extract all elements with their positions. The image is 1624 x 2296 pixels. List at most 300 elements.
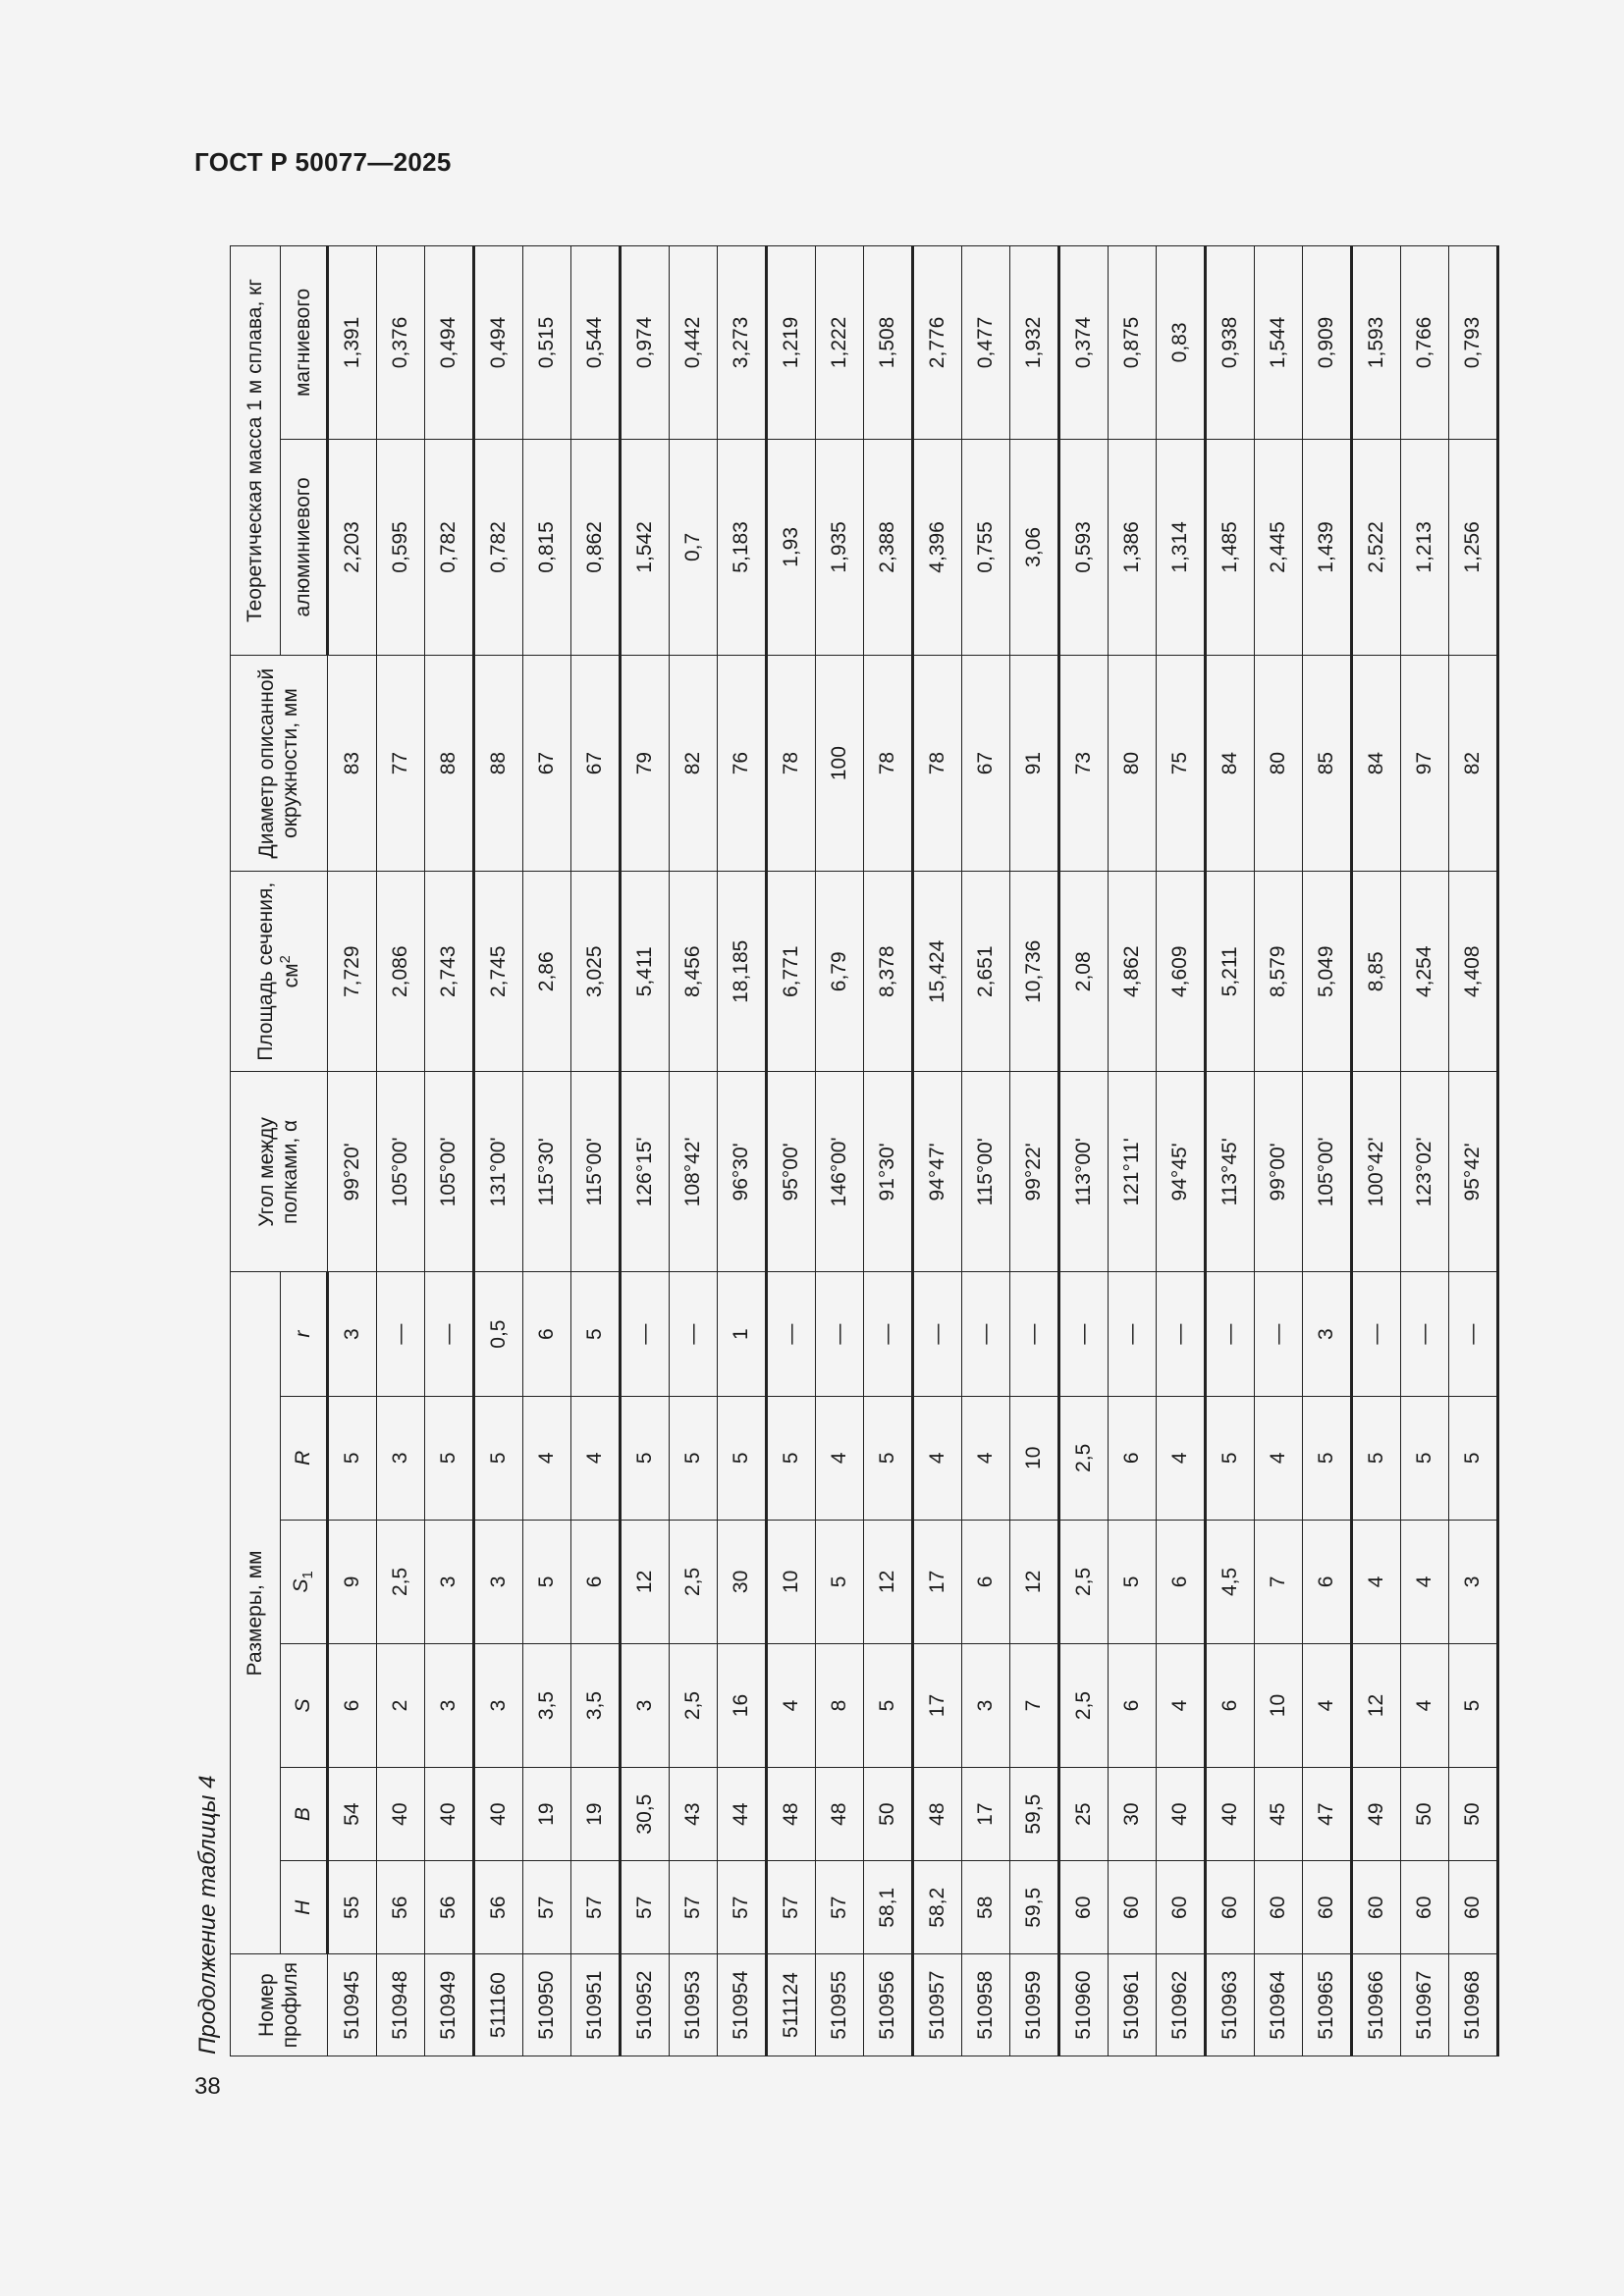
cell-r: — [1157,1272,1206,1396]
cell-B: 17 [962,1768,1010,1861]
cell-B: 54 [328,1768,377,1861]
cell-diameter: 82 [670,656,718,872]
cell-S: 3,5 [571,1643,621,1767]
cell-diameter: 80 [1255,656,1303,872]
cell-R: 10 [1010,1396,1059,1520]
cell-B: 48 [767,1768,816,1861]
cell-mass-aluminum: 1,542 [621,439,670,655]
cell-R: 6 [1109,1396,1157,1520]
cell-S1: 5 [816,1520,864,1643]
cell-S1: 17 [913,1520,962,1643]
cell-r: — [377,1272,425,1396]
cell-S1: 12 [864,1520,913,1643]
cell-mass-aluminum: 0,782 [425,439,474,655]
header-H-symbol: H [291,1899,314,1915]
cell-mass-aluminum: 1,93 [767,439,816,655]
cell-area: 8,85 [1352,872,1401,1072]
cell-R: 5 [864,1396,913,1520]
cell-H: 57 [816,1861,864,1954]
cell-H: 58,2 [913,1861,962,1954]
cell-S1: 5 [523,1520,571,1643]
cell-area: 8,378 [864,872,913,1072]
cell-B: 40 [474,1768,523,1861]
cell-area: 5,411 [621,872,670,1072]
cell-area: 10,736 [1010,872,1059,1072]
cell-H: 60 [1303,1861,1352,1954]
cell-mass-aluminum: 0,595 [377,439,425,655]
cell-mass-magnesium: 0,766 [1401,246,1449,440]
cell-H: 57 [621,1861,670,1954]
cell-R: 4 [523,1396,571,1520]
cell-mass-magnesium: 1,219 [767,246,816,440]
cell-mass-magnesium: 1,391 [328,246,377,440]
cell-angle: 99°00' [1255,1072,1303,1272]
cell-r: — [962,1272,1010,1396]
cell-diameter: 100 [816,656,864,872]
cell-profile-number: 510960 [1059,1954,1109,2056]
cell-diameter: 67 [962,656,1010,872]
header-S1 [281,1520,328,1643]
cell-r: — [913,1272,962,1396]
cell-angle: 94°47' [913,1072,962,1272]
cell-mass-magnesium: 3,273 [718,246,767,440]
cell-mass-magnesium: 0,938 [1206,246,1255,440]
cell-profile-number: 510955 [816,1954,864,2056]
cell-area: 15,424 [913,872,962,1072]
cell-H: 59,5 [1010,1861,1059,1954]
cell-H: 56 [474,1861,523,1954]
cell-S: 12 [1352,1643,1401,1767]
cell-S: 6 [1109,1643,1157,1767]
cell-area: 2,86 [523,872,571,1072]
table-row [816,246,864,2056]
cell-R: 4 [1157,1396,1206,1520]
cell-area: 6,771 [767,872,816,1072]
cell-diameter: 76 [718,656,767,872]
cell-area: 8,579 [1255,872,1303,1072]
table-row [1010,246,1059,2056]
cell-mass-magnesium: 0,374 [1059,246,1109,440]
cell-mass-magnesium: 1,932 [1010,246,1059,440]
cell-B: 47 [1303,1768,1352,1861]
cell-profile-number: 510968 [1449,1954,1498,2056]
cell-diameter: 67 [571,656,621,872]
header-area [231,872,328,1072]
cell-H: 60 [1255,1861,1303,1954]
cell-mass-magnesium: 1,593 [1352,246,1401,440]
cell-mass-aluminum: 1,485 [1206,439,1255,655]
cell-angle: 126°15' [621,1072,670,1272]
cell-diameter: 88 [474,656,523,872]
cell-profile-number: 510952 [621,1954,670,2056]
cell-area: 6,79 [816,872,864,1072]
table-row [767,246,816,2056]
cell-mass-aluminum: 0,755 [962,439,1010,655]
cell-profile-number: 510957 [913,1954,962,2056]
cell-mass-magnesium: 0,477 [962,246,1010,440]
cell-H: 60 [1449,1861,1498,1954]
cell-diameter: 78 [913,656,962,872]
cell-mass-magnesium: 1,222 [816,246,864,440]
cell-S1: 3 [425,1520,474,1643]
cell-R: 3 [377,1396,425,1520]
cell-H: 56 [425,1861,474,1954]
cell-area: 2,743 [425,872,474,1072]
cell-S: 2 [377,1643,425,1767]
cell-S1: 6 [1157,1520,1206,1643]
cell-r: — [1449,1272,1498,1396]
cell-mass-magnesium: 2,776 [913,246,962,440]
cell-profile-number: 510949 [425,1954,474,2056]
cell-R: 5 [474,1396,523,1520]
cell-diameter: 82 [1449,656,1498,872]
cell-B: 40 [1206,1768,1255,1861]
cell-B: 30,5 [621,1768,670,1861]
cell-mass-magnesium: 0,83 [1157,246,1206,440]
cell-angle: 146°00' [816,1072,864,1272]
cell-mass-aluminum: 0,7 [670,439,718,655]
cell-H: 57 [571,1861,621,1954]
cell-profile-number: 510966 [1352,1954,1401,2056]
cell-angle: 115°30' [523,1072,571,1272]
cell-B: 59,5 [1010,1768,1059,1861]
cell-S: 17 [913,1643,962,1767]
table-body [328,246,1498,2056]
table-row [670,246,718,2056]
cell-H: 60 [1206,1861,1255,1954]
cell-profile-number: 510963 [1206,1954,1255,2056]
cell-angle: 123°02' [1401,1072,1449,1272]
cell-r: 0,5 [474,1272,523,1396]
cell-r: 5 [571,1272,621,1396]
header-aluminum: алюминиевого [281,439,328,655]
cell-area: 2,651 [962,872,1010,1072]
cell-r: — [1010,1272,1059,1396]
cell-profile-number: 510961 [1109,1954,1157,2056]
cell-mass-magnesium: 0,974 [621,246,670,440]
cell-mass-aluminum: 0,815 [523,439,571,655]
cell-diameter: 83 [328,656,377,872]
cell-profile-number: 510954 [718,1954,767,2056]
cell-S: 7 [1010,1643,1059,1767]
cell-area: 4,609 [1157,872,1206,1072]
cell-mass-aluminum: 3,06 [1010,439,1059,655]
cell-R: 5 [1449,1396,1498,1520]
cell-B: 50 [1449,1768,1498,1861]
cell-S: 4 [1401,1643,1449,1767]
cell-diameter: 77 [377,656,425,872]
cell-angle: 100°42' [1352,1072,1401,1272]
header-profile-number: Номер профиля [231,1954,328,2056]
cell-angle: 94°45' [1157,1072,1206,1272]
cell-mass-magnesium: 1,544 [1255,246,1303,440]
cell-R: 5 [1401,1396,1449,1520]
cell-S1: 2,5 [377,1520,425,1643]
cell-B: 45 [1255,1768,1303,1861]
header-S1-symbol: S [289,1578,312,1593]
table-row [621,246,670,2056]
cell-profile-number: 510959 [1010,1954,1059,2056]
cell-mass-magnesium: 0,875 [1109,246,1157,440]
cell-angle: 113°00' [1059,1072,1109,1272]
cell-S: 6 [1206,1643,1255,1767]
cell-H: 60 [1059,1861,1109,1954]
cell-mass-magnesium: 1,508 [864,246,913,440]
cell-diameter: 97 [1401,656,1449,872]
cell-area: 3,025 [571,872,621,1072]
cell-B: 50 [864,1768,913,1861]
cell-r: 3 [328,1272,377,1396]
header-angle: Угол между полками, α [231,1072,328,1272]
cell-R: 2,5 [1059,1396,1109,1520]
cell-R: 5 [1206,1396,1255,1520]
document-title: ГОСТ Р 50077—2025 [194,147,452,177]
header-H [281,1861,328,1954]
cell-angle: 95°00' [767,1072,816,1272]
cell-mass-aluminum: 1,256 [1449,439,1498,655]
cell-S1: 7 [1255,1520,1303,1643]
table-row [523,246,571,2056]
cell-angle: 99°22' [1010,1072,1059,1272]
cell-R: 4 [571,1396,621,1520]
cell-S1: 4 [1352,1520,1401,1643]
table-row [962,246,1010,2056]
cell-H: 60 [1157,1861,1206,1954]
cell-profile-number: 510948 [377,1954,425,2056]
cell-r: — [1255,1272,1303,1396]
cell-R: 4 [1255,1396,1303,1520]
table-row [864,246,913,2056]
header-S-symbol: S [291,1698,314,1713]
cell-area: 2,745 [474,872,523,1072]
cell-angle: 105°00' [425,1072,474,1272]
cell-R: 5 [670,1396,718,1520]
cell-R: 5 [1303,1396,1352,1520]
cell-B: 25 [1059,1768,1109,1861]
table-row [1352,246,1401,2056]
cell-angle: 113°45' [1206,1072,1255,1272]
cell-angle: 105°00' [377,1072,425,1272]
cell-diameter: 67 [523,656,571,872]
cell-R: 5 [1352,1396,1401,1520]
cell-R: 5 [425,1396,474,1520]
cell-S: 3,5 [523,1643,571,1767]
cell-r: — [670,1272,718,1396]
cell-r: — [816,1272,864,1396]
cell-r: — [1206,1272,1255,1396]
cell-S1: 2,5 [670,1520,718,1643]
header-diameter: Диаметр описанной окружности, мм [231,656,328,872]
cell-B: 48 [816,1768,864,1861]
cell-r: 6 [523,1272,571,1396]
cell-mass-magnesium: 0,544 [571,246,621,440]
cell-diameter: 85 [1303,656,1352,872]
cell-B: 48 [913,1768,962,1861]
cell-S1: 9 [328,1520,377,1643]
cell-angle: 108°42' [670,1072,718,1272]
cell-area: 7,729 [328,872,377,1072]
cell-area: 4,254 [1401,872,1449,1072]
cell-mass-magnesium: 0,494 [425,246,474,440]
cell-S1: 30 [718,1520,767,1643]
cell-profile-number: 510964 [1255,1954,1303,2056]
cell-mass-aluminum: 1,935 [816,439,864,655]
cell-area: 4,408 [1449,872,1498,1072]
cell-S1: 6 [571,1520,621,1643]
cell-H: 57 [718,1861,767,1954]
cell-S: 2,5 [670,1643,718,1767]
cell-S1: 6 [962,1520,1010,1643]
cell-S: 3 [425,1643,474,1767]
cell-mass-aluminum: 1,213 [1401,439,1449,655]
cell-S1: 6 [1303,1520,1352,1643]
table-row [1303,246,1352,2056]
cell-B: 30 [1109,1768,1157,1861]
cell-area: 5,211 [1206,872,1255,1072]
cell-S: 3 [962,1643,1010,1767]
cell-area: 5,049 [1303,872,1352,1072]
cell-H: 57 [523,1861,571,1954]
table-row [425,246,474,2056]
cell-area: 8,456 [670,872,718,1072]
cell-R: 4 [816,1396,864,1520]
cell-S1: 5 [1109,1520,1157,1643]
cell-angle: 96°30' [718,1072,767,1272]
header-S1-subscript: 1 [300,1571,317,1579]
cell-B: 40 [1157,1768,1206,1861]
cell-R: 4 [913,1396,962,1520]
cell-profile-number: 510950 [523,1954,571,2056]
cell-B: 40 [377,1768,425,1861]
cell-diameter: 84 [1352,656,1401,872]
cell-r: 1 [718,1272,767,1396]
cell-H: 60 [1109,1861,1157,1954]
cell-R: 5 [767,1396,816,1520]
cell-angle: 91°30' [864,1072,913,1272]
cell-H: 60 [1352,1861,1401,1954]
cell-area: 18,185 [718,872,767,1072]
header-R-symbol: R [291,1450,314,1466]
cell-diameter: 78 [864,656,913,872]
cell-B: 43 [670,1768,718,1861]
table-row [328,246,377,2056]
cell-mass-aluminum: 2,388 [864,439,913,655]
header-area-sup: 2 [278,955,294,964]
cell-angle: 121°11' [1109,1072,1157,1272]
cell-r: — [864,1272,913,1396]
cell-diameter: 75 [1157,656,1206,872]
cell-area: 2,086 [377,872,425,1072]
cell-mass-magnesium: 0,909 [1303,246,1352,440]
cell-S1: 12 [621,1520,670,1643]
cell-S: 3 [621,1643,670,1767]
cell-angle: 95°42' [1449,1072,1498,1272]
cell-mass-aluminum: 4,396 [913,439,962,655]
header-r [281,1272,328,1396]
header-area-text: Площадь сечения, см [253,881,302,1061]
cell-B: 19 [571,1768,621,1861]
cell-mass-aluminum: 0,782 [474,439,523,655]
cell-S1: 10 [767,1520,816,1643]
cell-S1: 3 [1449,1520,1498,1643]
cell-R: 5 [718,1396,767,1520]
table-row [1206,246,1255,2056]
cell-mass-aluminum: 1,386 [1109,439,1157,655]
cell-area: 2,08 [1059,872,1109,1072]
header-B-symbol: B [291,1807,314,1822]
cell-H: 57 [670,1861,718,1954]
table-row [1157,246,1206,2056]
cell-S: 10 [1255,1643,1303,1767]
table-row [571,246,621,2056]
cell-mass-aluminum: 2,445 [1255,439,1303,655]
cell-angle: 99°20' [328,1072,377,1272]
table-row [1059,246,1109,2056]
cell-H: 60 [1401,1861,1449,1954]
table-caption: Продолжение таблицы 4 [194,1775,221,2055]
cell-S: 5 [1449,1643,1498,1767]
cell-H: 56 [377,1861,425,1954]
cell-profile-number: 510958 [962,1954,1010,2056]
cell-H: 55 [328,1861,377,1954]
cell-R: 4 [962,1396,1010,1520]
cell-H: 57 [767,1861,816,1954]
cell-profile-number: 510951 [571,1954,621,2056]
cell-diameter: 73 [1059,656,1109,872]
cell-profile-number: 510965 [1303,1954,1352,2056]
cell-r: — [1109,1272,1157,1396]
cell-diameter: 91 [1010,656,1059,872]
cell-S1: 2,5 [1059,1520,1109,1643]
cell-S1: 4,5 [1206,1520,1255,1643]
cell-S1: 3 [474,1520,523,1643]
cell-angle: 131°00' [474,1072,523,1272]
table-row [1255,246,1303,2056]
cell-profile-number: 510967 [1401,1954,1449,2056]
cell-S1: 4 [1401,1520,1449,1643]
header-dimensions: Размеры, мм [231,1272,281,1954]
cell-r: — [621,1272,670,1396]
rotated-table-block [187,245,1484,2056]
cell-B: 19 [523,1768,571,1861]
cell-angle: 115°00' [571,1072,621,1272]
header-B [281,1768,328,1861]
cell-mass-magnesium: 0,376 [377,246,425,440]
cell-profile-number: 510956 [864,1954,913,2056]
cell-r: — [425,1272,474,1396]
cell-S: 6 [328,1643,377,1767]
cell-S: 3 [474,1643,523,1767]
cell-area: 4,862 [1109,872,1157,1072]
table-row [1449,246,1498,2056]
cell-B: 49 [1352,1768,1401,1861]
cell-S: 16 [718,1643,767,1767]
header-S [281,1643,328,1767]
header-r-symbol: r [291,1330,314,1338]
cell-R: 5 [328,1396,377,1520]
cell-diameter: 79 [621,656,670,872]
cell-mass-magnesium: 0,442 [670,246,718,440]
data-table [230,245,1499,2056]
header-magnesium: магниевого [281,246,328,440]
cell-B: 44 [718,1768,767,1861]
cell-S: 8 [816,1643,864,1767]
cell-r: — [1059,1272,1109,1396]
cell-S: 5 [864,1643,913,1767]
cell-mass-aluminum: 5,183 [718,439,767,655]
cell-profile-number: 510962 [1157,1954,1206,2056]
cell-profile-number: 510945 [328,1954,377,2056]
